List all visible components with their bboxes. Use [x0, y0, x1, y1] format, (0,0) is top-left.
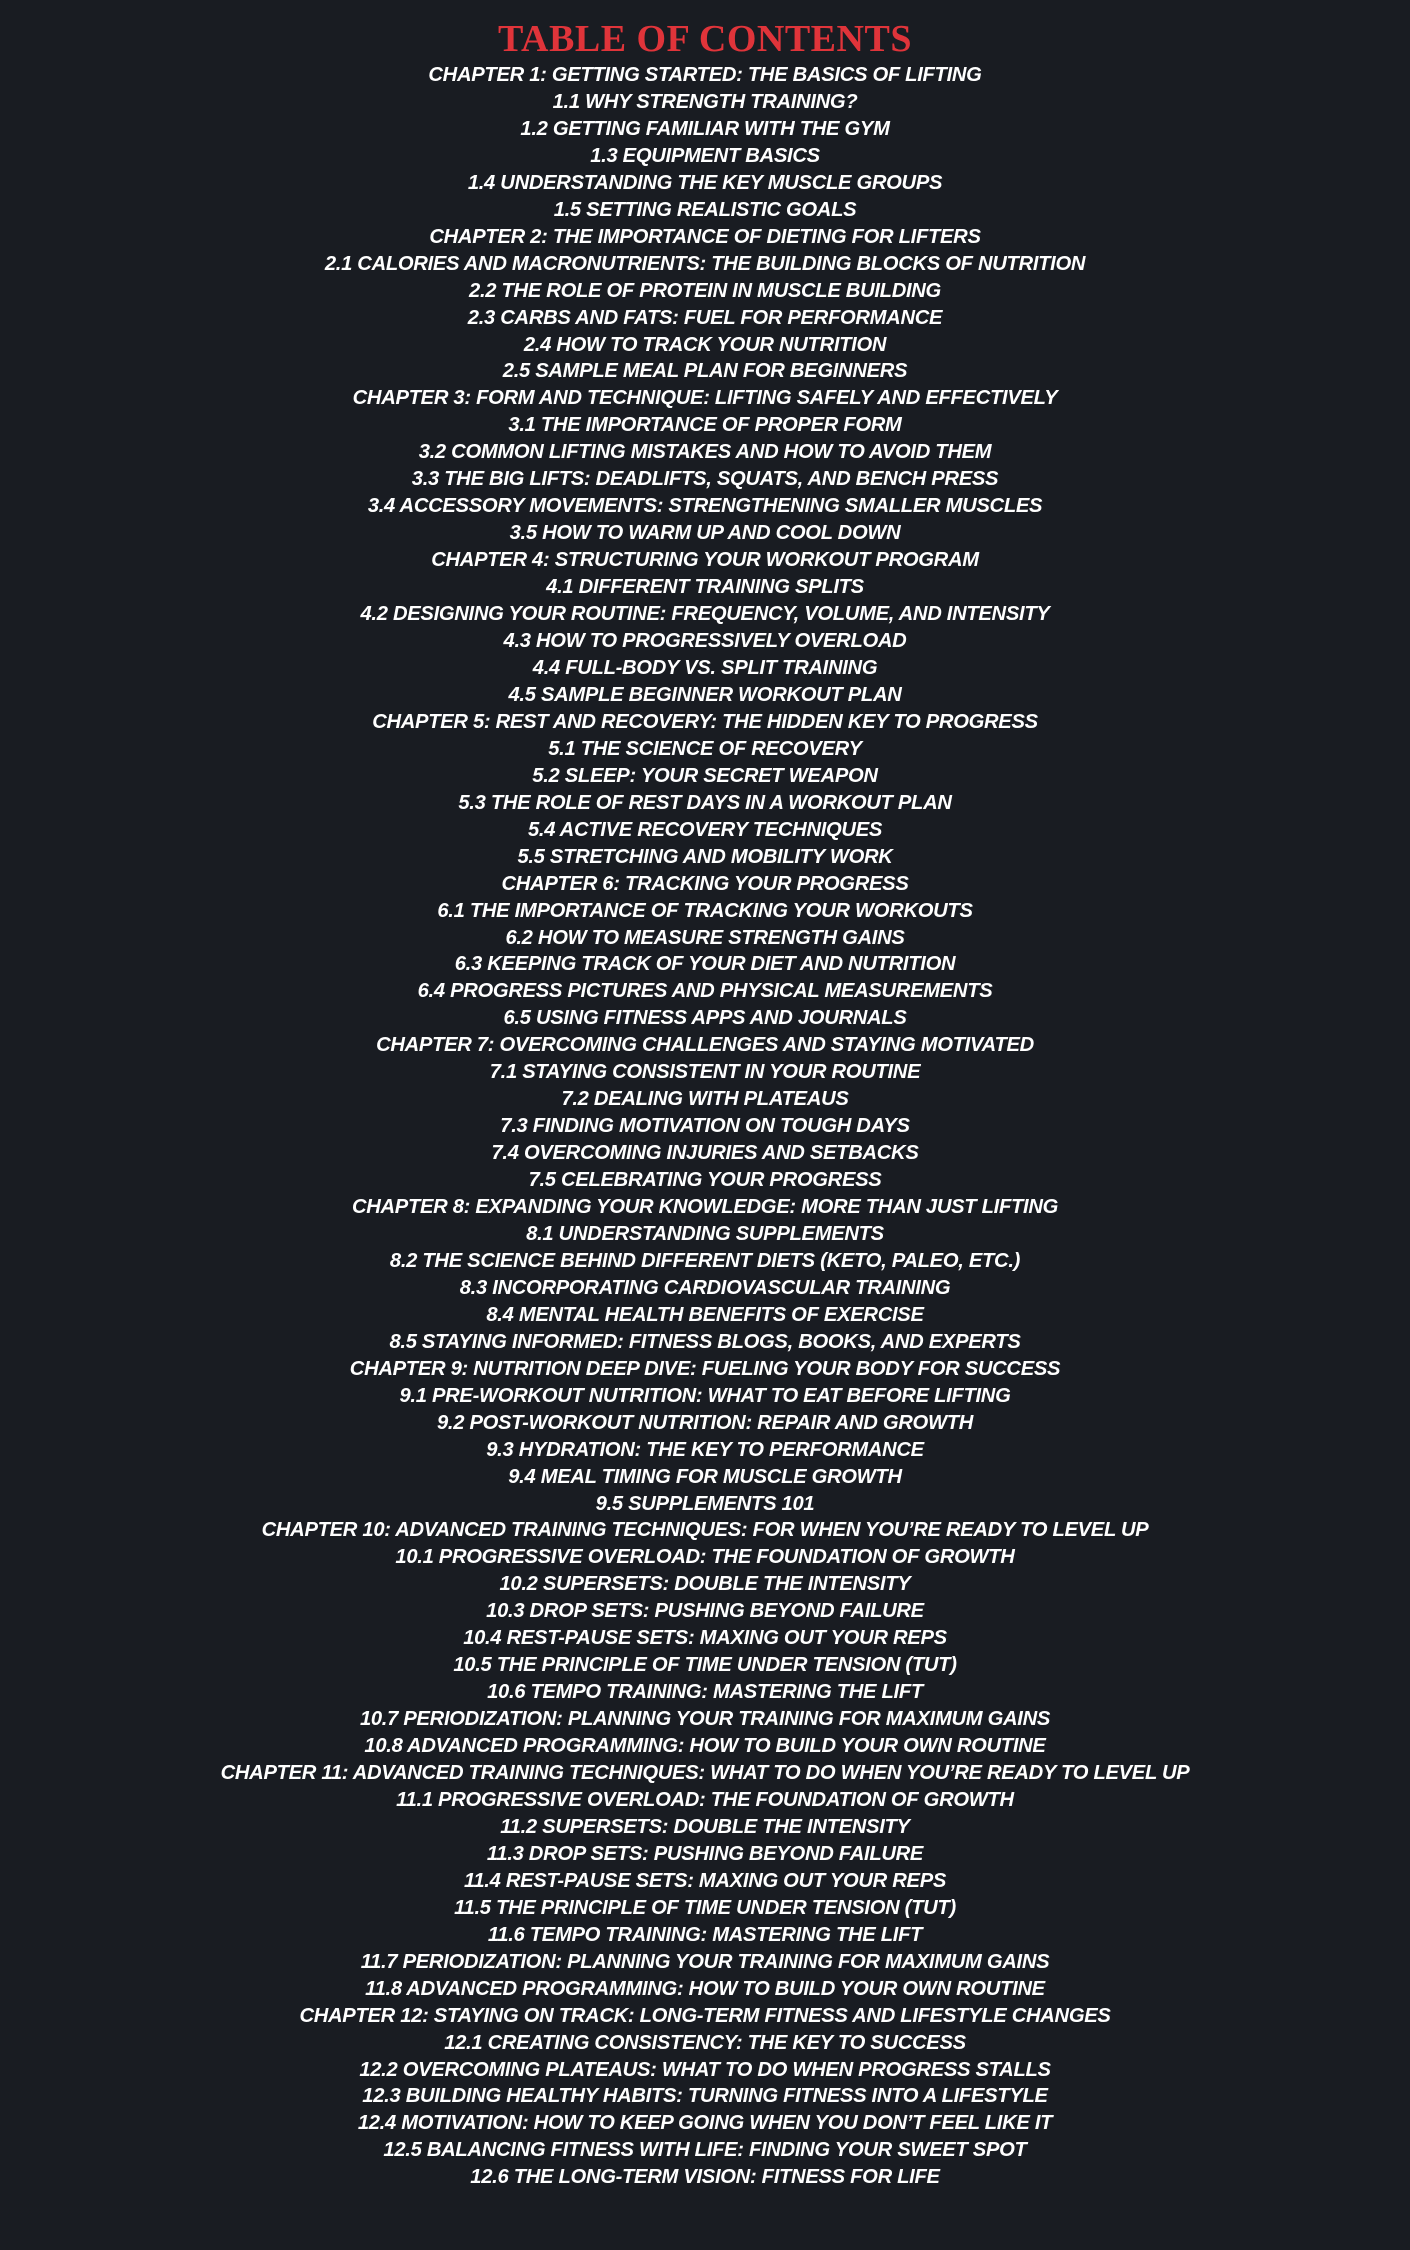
- toc-section-item: 10.6 TEMPO TRAINING: MASTERING THE LIFT: [487, 1681, 923, 1704]
- toc-chapter-heading: CHAPTER 8: EXPANDING YOUR KNOWLEDGE: MORE THAN JUST LIFTING: [351, 1196, 1059, 1219]
- toc-section-item: 10.8 ADVANCED PROGRAMMING: HOW TO BUILD YOUR OWN ROUTINE: [364, 1735, 1046, 1758]
- toc-section-item: 12.6 THE LONG-TERM VISION: FITNESS FOR LIFE: [470, 2166, 940, 2189]
- toc-chapter-heading: CHAPTER 7: OVERCOMING CHALLENGES AND STAYING MOTIVATED: [376, 1034, 1034, 1057]
- toc-chapter-heading: CHAPTER 5: REST AND RECOVERY: THE HIDDEN KEY TO PROGRESS: [372, 710, 1038, 733]
- toc-section-item: 10.2 SUPERSETS: DOUBLE THE INTENSITY: [499, 1573, 911, 1596]
- toc-section-item: 11.5 THE PRINCIPLE OF TIME UNDER TENSION (TUT): [454, 1896, 956, 1919]
- toc-section-item: 10.4 REST-PAUSE SETS: MAXING OUT YOUR REPS: [463, 1627, 947, 1650]
- toc-section-item: 6.1 THE IMPORTANCE OF TRACKING YOUR WORKOUTS: [437, 899, 973, 922]
- toc-section-item: 8.1 UNDERSTANDING SUPPLEMENTS: [526, 1222, 884, 1245]
- toc-section-item: 4.5 SAMPLE BEGINNER WORKOUT PLAN: [508, 683, 902, 706]
- toc-chapter-heading: CHAPTER 6: TRACKING YOUR PROGRESS: [501, 872, 909, 895]
- toc-section-item: 2.3 CARBS AND FATS: FUEL FOR PERFORMANCE: [467, 306, 943, 329]
- toc-section-item: 6.3 KEEPING TRACK OF YOUR DIET AND NUTRITION: [454, 953, 956, 976]
- toc-section-item: 12.1 CREATING CONSISTENCY: THE KEY TO SUCCESS: [444, 2031, 966, 2054]
- toc-section-item: 10.3 DROP SETS: PUSHING BEYOND FAILURE: [486, 1600, 924, 1623]
- toc-section-item: 3.3 THE BIG LIFTS: DEADLIFTS, SQUATS, AND BENCH PRESS: [411, 468, 999, 491]
- toc-section-item: 4.2 DESIGNING YOUR ROUTINE: FREQUENCY, VOLUME, AND INTENSITY: [360, 603, 1050, 626]
- toc-section-item: 9.4 MEAL TIMING FOR MUSCLE GROWTH: [508, 1465, 902, 1488]
- toc-section-item: 11.3 DROP SETS: PUSHING BEYOND FAILURE: [486, 1842, 924, 1865]
- toc-section-item: 1.3 EQUIPMENT BASICS: [590, 144, 820, 167]
- toc-chapter-heading: CHAPTER 2: THE IMPORTANCE OF DIETING FOR LIFTERS: [429, 225, 981, 248]
- toc-section-item: 4.1 DIFFERENT TRAINING SPLITS: [546, 576, 864, 599]
- toc-section-item: 5.3 THE ROLE OF REST DAYS IN A WORKOUT PLAN: [458, 791, 952, 814]
- toc-section-item: 3.1 THE IMPORTANCE OF PROPER FORM: [508, 414, 902, 437]
- toc-section-item: 10.7 PERIODIZATION: PLANNING YOUR TRAINING FOR MAXIMUM GAINS: [359, 1708, 1051, 1731]
- toc-section-item: 5.4 ACTIVE RECOVERY TECHNIQUES: [527, 818, 883, 841]
- toc-section-item: 6.4 PROGRESS PICTURES AND PHYSICAL MEASUREMENTS: [417, 980, 993, 1003]
- toc-chapter-heading: CHAPTER 12: STAYING ON TRACK: LONG-TERM FITNESS AND LIFESTYLE CHANGES: [299, 2004, 1111, 2027]
- toc-section-item: 2.2 THE ROLE OF PROTEIN IN MUSCLE BUILDING: [469, 279, 941, 302]
- toc-section-item: 1.2 GETTING FAMILIAR WITH THE GYM: [520, 117, 890, 140]
- toc-section-item: 6.2 HOW TO MEASURE STRENGTH GAINS: [505, 926, 905, 949]
- toc-chapter-heading: CHAPTER 4: STRUCTURING YOUR WORKOUT PROGRAM: [431, 549, 979, 572]
- toc-section-item: 7.2 DEALING WITH PLATEAUS: [561, 1088, 849, 1111]
- toc-section-item: 6.5 USING FITNESS APPS AND JOURNALS: [503, 1007, 907, 1030]
- toc-section-item: 1.4 UNDERSTANDING THE KEY MUSCLE GROUPS: [467, 171, 943, 194]
- toc-title: TABLE OF CONTENTS: [498, 18, 912, 60]
- toc-section-item: 4.3 HOW TO PROGRESSIVELY OVERLOAD: [503, 630, 907, 653]
- toc-section-item: 9.2 POST-WORKOUT NUTRITION: REPAIR AND GROWTH: [436, 1411, 974, 1434]
- toc-section-item: 5.1 THE SCIENCE OF RECOVERY: [548, 737, 862, 760]
- toc-section-item: 3.4 ACCESSORY MOVEMENTS: STRENGTHENING SMALLER MUSCLES: [367, 495, 1043, 518]
- toc-section-item: 11.7 PERIODIZATION: PLANNING YOUR TRAINING FOR MAXIMUM GAINS: [360, 1950, 1050, 1973]
- toc-section-item: 9.5 SUPPLEMENTS 101: [595, 1492, 815, 1515]
- toc-section-item: 8.2 THE SCIENCE BEHIND DIFFERENT DIETS (KETO, PALEO, ETC.): [389, 1249, 1021, 1272]
- toc-section-item: 8.5 STAYING INFORMED: FITNESS BLOGS, BOOKS, AND EXPERTS: [389, 1330, 1021, 1353]
- toc-section-item: 2.1 CALORIES AND MACRONUTRIENTS: THE BUILDING BLOCKS OF NUTRITION: [324, 252, 1086, 275]
- toc-section-item: 5.5 STRETCHING AND MOBILITY WORK: [517, 845, 893, 868]
- toc-section-item: 2.5 SAMPLE MEAL PLAN FOR BEGINNERS: [502, 360, 908, 383]
- toc-section-item: 2.4 HOW TO TRACK YOUR NUTRITION: [523, 333, 887, 356]
- toc-section-item: 9.3 HYDRATION: THE KEY TO PERFORMANCE: [486, 1438, 924, 1461]
- toc-section-item: 1.5 SETTING REALISTIC GOALS: [553, 198, 857, 221]
- toc-section-item: 12.3 BUILDING HEALTHY HABITS: TURNING FITNESS INTO A LIFESTYLE: [362, 2085, 1048, 2108]
- toc-section-item: 7.1 STAYING CONSISTENT IN YOUR ROUTINE: [489, 1061, 921, 1084]
- toc-section-item: 11.8 ADVANCED PROGRAMMING: HOW TO BUILD YOUR OWN ROUTINE: [365, 1977, 1045, 2000]
- toc-chapter-heading: CHAPTER 3: FORM AND TECHNIQUE: LIFTING SAFELY AND EFFECTIVELY: [352, 387, 1058, 410]
- toc-section-item: 10.5 THE PRINCIPLE OF TIME UNDER TENSION (TUT): [453, 1654, 957, 1677]
- toc-section-item: 12.2 OVERCOMING PLATEAUS: WHAT TO DO WHEN PROGRESS STALLS: [359, 2058, 1051, 2081]
- toc-section-item: 1.1 WHY STRENGTH TRAINING?: [552, 90, 858, 113]
- toc-chapter-heading: CHAPTER 11: ADVANCED TRAINING TECHNIQUES: WHAT TO DO WHEN YOU’RE READY TO LEVEL UP: [220, 1762, 1190, 1785]
- toc-chapter-heading: CHAPTER 9: NUTRITION DEEP DIVE: FUELING YOUR BODY FOR SUCCESS: [349, 1357, 1061, 1380]
- toc-section-item: 11.4 REST-PAUSE SETS: MAXING OUT YOUR REPS: [463, 1869, 947, 1892]
- toc-section-item: 3.5 HOW TO WARM UP AND COOL DOWN: [509, 522, 901, 545]
- toc-section-item: 4.4 FULL-BODY VS. SPLIT TRAINING: [532, 656, 878, 679]
- toc-section-item: 11.1 PROGRESSIVE OVERLOAD: THE FOUNDATION OF GROWTH: [396, 1789, 1014, 1811]
- toc-list: [0, 62, 1410, 2191]
- toc-section-item: 10.1 PROGRESSIVE OVERLOAD: THE FOUNDATION OF GROWTH: [395, 1546, 1015, 1569]
- toc-section-item: 7.3 FINDING MOTIVATION ON TOUGH DAYS: [500, 1115, 910, 1138]
- toc-section-item: 5.2 SLEEP: YOUR SECRET WEAPON: [532, 764, 878, 787]
- toc-section-item: 12.4 MOTIVATION: HOW TO KEEP GOING WHEN YOU DON’T FEEL LIKE IT: [357, 2112, 1053, 2135]
- toc-section-item: 8.4 MENTAL HEALTH BENEFITS OF EXERCISE: [486, 1303, 924, 1326]
- toc-section-item: 3.2 COMMON LIFTING MISTAKES AND HOW TO AVOID THEM: [418, 441, 992, 464]
- toc-chapter-heading: CHAPTER 1: GETTING STARTED: THE BASICS OF LIFTING: [428, 64, 982, 86]
- toc-section-item: 8.3 INCORPORATING CARDIOVASCULAR TRAINING: [459, 1276, 951, 1299]
- toc-section-item: 7.5 CELEBRATING YOUR PROGRESS: [528, 1169, 882, 1192]
- toc-section-item: 12.5 BALANCING FITNESS WITH LIFE: FINDING YOUR SWEET SPOT: [383, 2139, 1027, 2162]
- toc-section-item: 11.2 SUPERSETS: DOUBLE THE INTENSITY: [500, 1815, 910, 1838]
- toc-chapter-heading: CHAPTER 10: ADVANCED TRAINING TECHNIQUES: FOR WHEN YOU’RE READY TO LEVEL UP: [261, 1519, 1149, 1542]
- toc-section-item: 7.4 OVERCOMING INJURIES AND SETBACKS: [491, 1142, 919, 1165]
- toc-section-item: 9.1 PRE-WORKOUT NUTRITION: WHAT TO EAT BEFORE LIFTING: [399, 1384, 1011, 1407]
- toc-section-item: 11.6 TEMPO TRAINING: MASTERING THE LIFT: [487, 1923, 923, 1946]
